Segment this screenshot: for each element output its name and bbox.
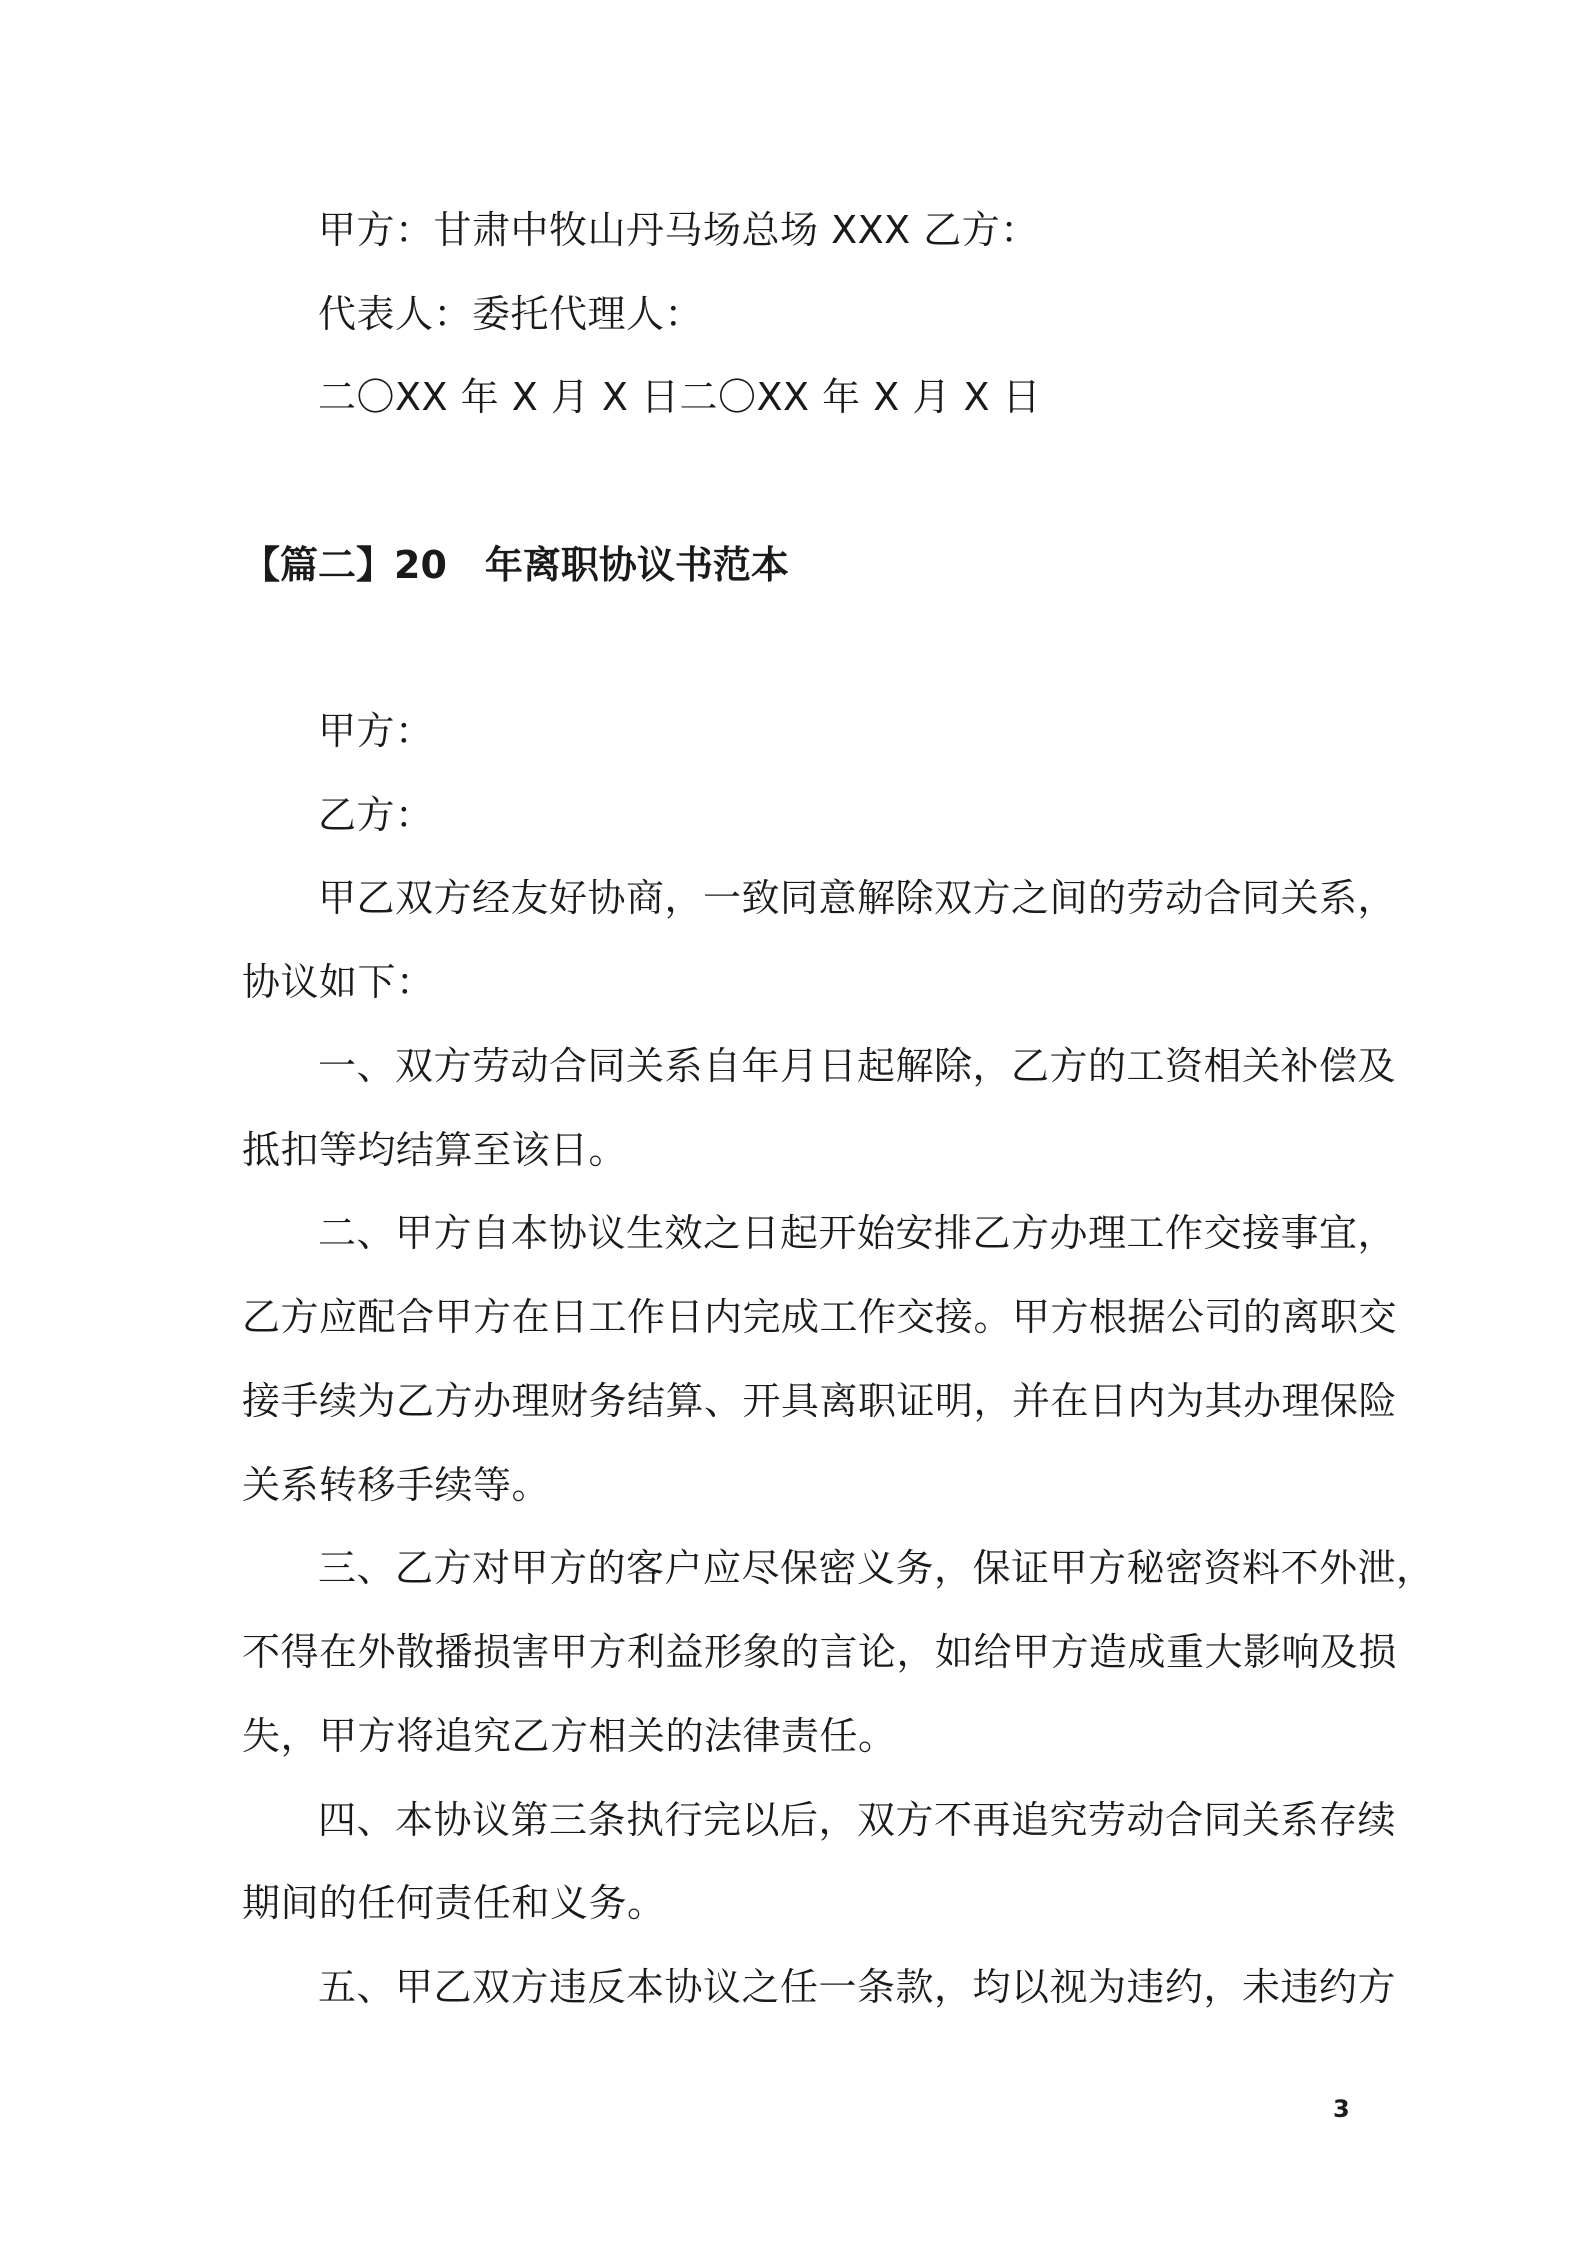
body-line: 协议如下： xyxy=(242,960,435,1004)
body-line: 抵扣等均结算至该日。 xyxy=(242,1128,628,1172)
body-line: 失，甲方将追究乙方相关的法律责任。 xyxy=(242,1714,897,1758)
body-line: 期间的任何责任和义务。 xyxy=(242,1881,666,1925)
body-line: 五、甲乙双方违反本协议之任一条款，均以视为违约，未违约方 xyxy=(318,1965,1397,2009)
body-line: 甲乙双方经友好协商，一致同意解除双方之间的劳动合同关系， xyxy=(318,876,1397,920)
body-line: 二、甲方自本协议生效之日起开始安排乙方办理工作交接事宜， xyxy=(318,1211,1397,1255)
body-line: 接手续为乙方办理财务结算、开具离职证明，并在日内为其办理保险 xyxy=(242,1379,1398,1423)
section-title: 【篇二】20 年离职协议书范本 xyxy=(242,543,789,587)
body-line: 关系转移手续等。 xyxy=(242,1463,551,1507)
body-line: 一、双方劳动合同关系自年月日起解除，乙方的工资相关补偿及 xyxy=(318,1044,1397,1088)
representative-line: 代表人：委托代理人： xyxy=(318,292,704,336)
body-line: 三、乙方对甲方的客户应尽保密义务，保证甲方秘密资料不外泄， xyxy=(318,1546,1435,1590)
body-line: 乙方： xyxy=(318,793,434,837)
body-line: 四、本协议第三条执行完以后，双方不再追究劳动合同关系存续 xyxy=(318,1798,1397,1842)
body-line: 甲方： xyxy=(318,709,434,753)
date-line: 二〇XX 年 X 月 X 日二〇XX 年 X 月 X 日 xyxy=(318,375,1042,419)
body-line: 乙方应配合甲方在日工作日内完成工作交接。甲方根据公司的离职交 xyxy=(242,1295,1398,1339)
body-line: 不得在外散播损害甲方利益形象的言论，如给甲方造成重大影响及损 xyxy=(242,1630,1398,1674)
page-number: 3 xyxy=(1333,2095,1350,2123)
party-line: 甲方：甘肃中牧山丹马场总场 XXX 乙方： xyxy=(318,208,1039,252)
